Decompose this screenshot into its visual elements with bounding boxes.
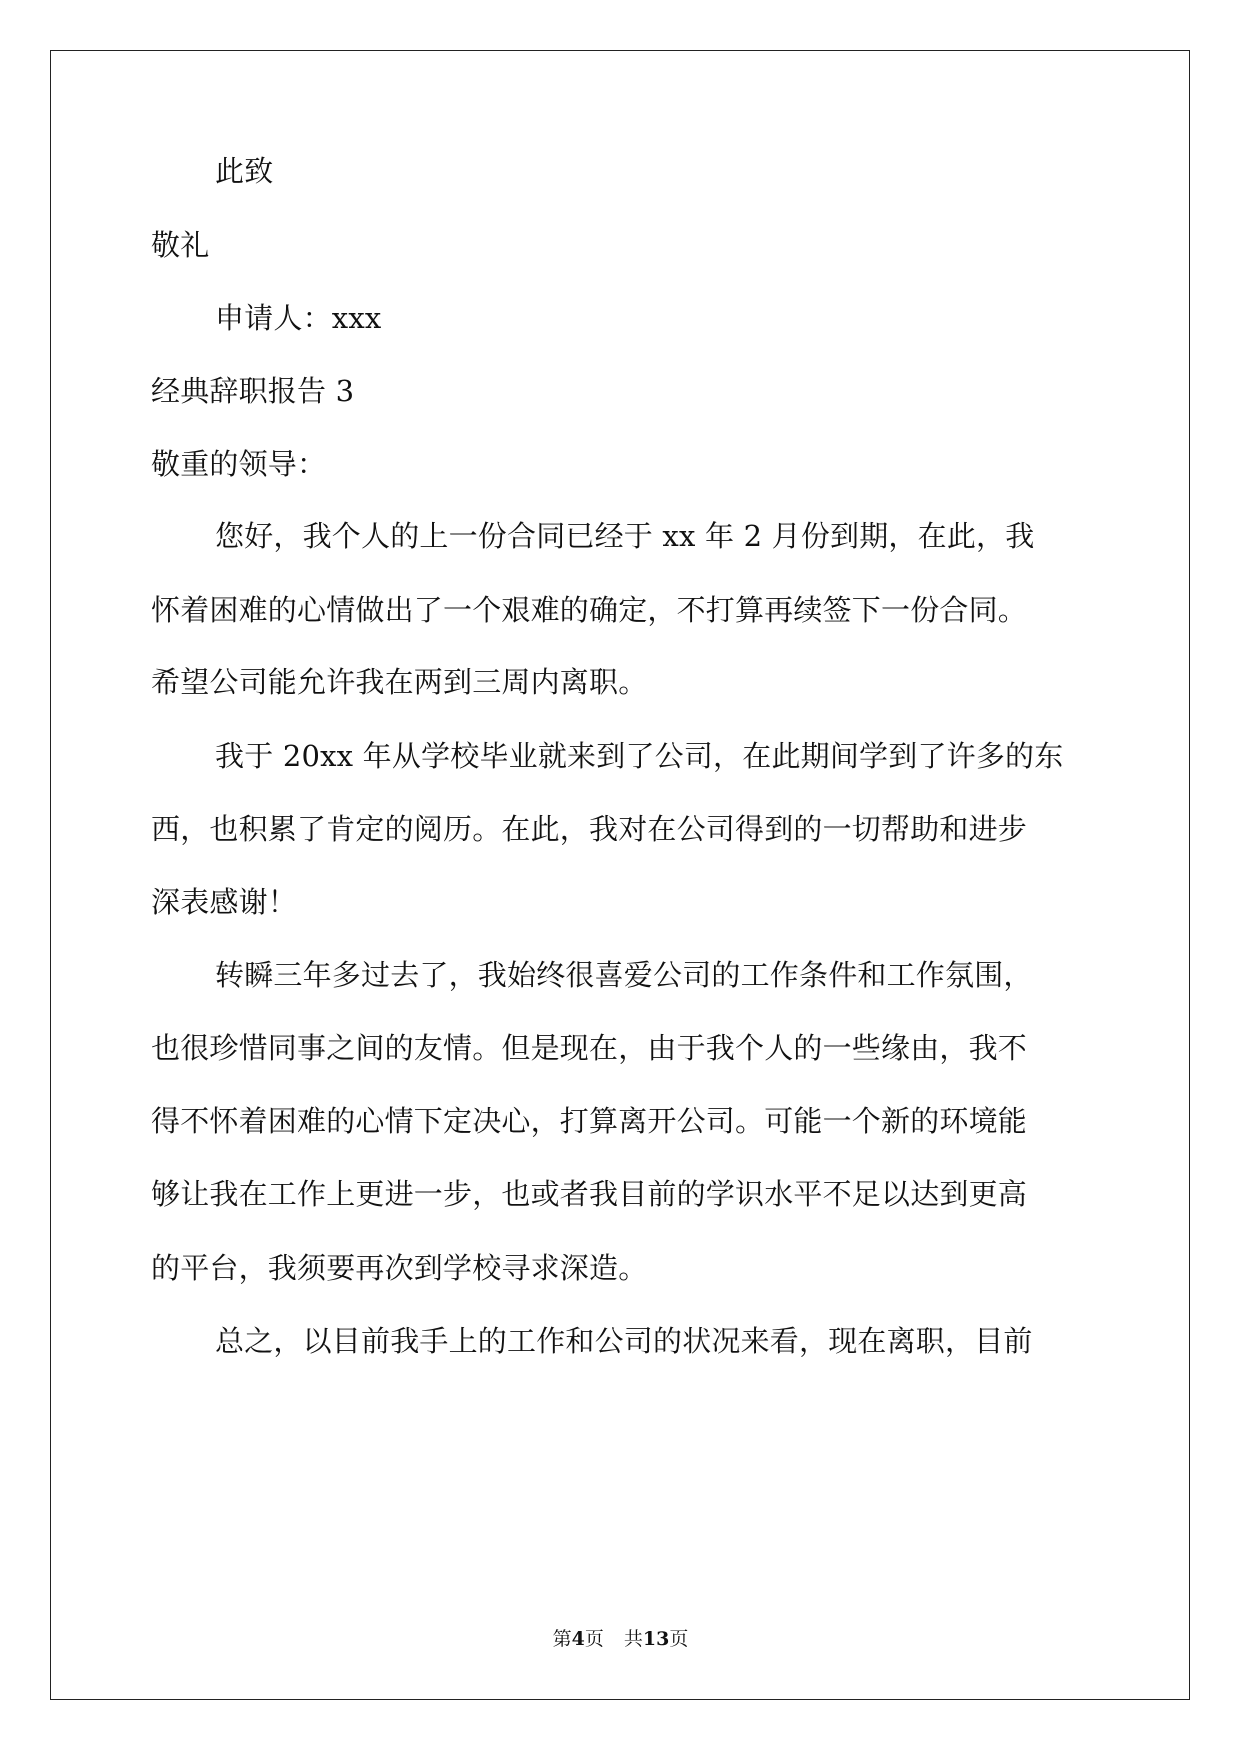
footer-page-number: 4 <box>571 1628 585 1650</box>
closing-salutation: 此致 <box>215 154 274 188</box>
section-title: 经典辞职报告 3 <box>151 374 355 408</box>
paragraph-3-line-4: 够让我在工作上更进一步，也或者我目前的学识水平不足以达到更高 <box>151 1177 1028 1211</box>
paragraph-1-line-1: 您好，我个人的上一份合同已经于 xx 年 2 月份到期，在此，我 <box>215 519 1035 553</box>
paragraph-2-line-3: 深表感谢！ <box>151 885 298 919</box>
paragraph-2-line-1: 我于 20xx 年从学校毕业就来到了公司，在此期间学到了许多的东 <box>215 739 1064 773</box>
paragraph-3-line-1: 转瞬三年多过去了，我始终很喜爱公司的工作条件和工作氛围， <box>215 958 1033 992</box>
footer-total-prefix: 共 <box>623 1628 643 1650</box>
paragraph-1-line-3: 希望公司能允许我在两到三周内离职。 <box>151 665 648 699</box>
closing-regards: 敬礼 <box>151 228 210 262</box>
applicant-signature: 申请人：xxx <box>215 301 382 335</box>
paragraph-2-line-2: 西，也积累了肯定的阅历。在此，我对在公司得到的一切帮助和进步 <box>151 812 1028 846</box>
paragraph-4-line-1: 总之，以目前我手上的工作和公司的状况来看，现在离职，目前 <box>215 1324 1033 1358</box>
footer-total-suffix: 页 <box>669 1628 689 1650</box>
paragraph-3-line-3: 得不怀着困难的心情下定决心，打算离开公司。可能一个新的环境能 <box>151 1104 1028 1138</box>
letter-greeting: 敬重的领导： <box>151 447 327 481</box>
footer-total-pages: 13 <box>642 1628 670 1650</box>
footer-page-suffix: 页 <box>584 1628 604 1650</box>
page-footer <box>0 1626 1241 1652</box>
paragraph-3-line-2: 也很珍惜同事之间的友情。但是现在，由于我个人的一些缘由，我不 <box>151 1031 1028 1065</box>
paragraph-1-line-2: 怀着困难的心情做出了一个艰难的确定，不打算再续签下一份合同。 <box>151 593 1028 627</box>
paragraph-3-line-5: 的平台，我须要再次到学校寻求深造。 <box>151 1251 648 1285</box>
footer-page-prefix: 第 <box>552 1628 572 1650</box>
